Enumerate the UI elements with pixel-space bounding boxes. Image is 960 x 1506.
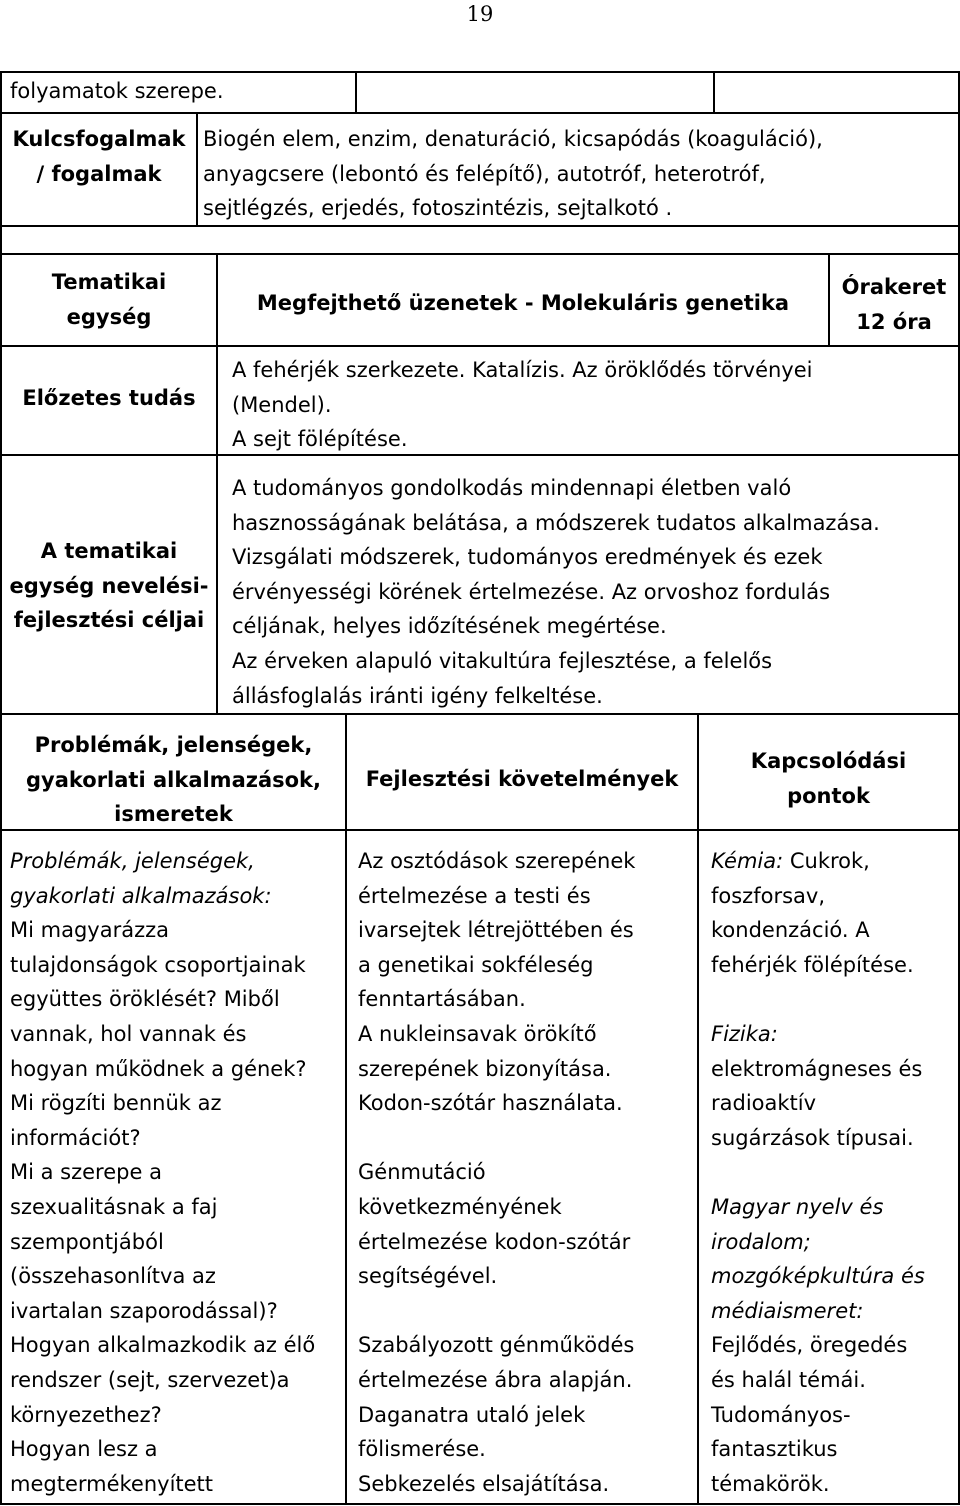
kulcsfogalmak-line: anyagcsere (lebontó és felépítő), autotróf, heterotróf, bbox=[203, 161, 766, 186]
col1-line: információt? bbox=[10, 1125, 141, 1150]
col1-line: környezethez? bbox=[10, 1402, 162, 1427]
row-divider bbox=[0, 1503, 960, 1505]
col2-line: Az osztódások szerepének bbox=[358, 849, 636, 873]
celok-line: Vizsgálati módszerek, tudományos eredmények és ezek bbox=[232, 545, 823, 570]
col2-spacer-line bbox=[358, 1294, 635, 1329]
elozetes-label: Előzetes tudás bbox=[22, 386, 196, 410]
col3-spacer bbox=[711, 982, 925, 1017]
col3-line: kondenzáció. A bbox=[711, 918, 870, 943]
celok-line: Az érveken alapuló vitakultúra fejlesztése, a felelős bbox=[232, 648, 773, 673]
col1-header-line: Problémák, jelenségek, bbox=[34, 733, 313, 757]
fizika-label: Fizika: bbox=[711, 1021, 778, 1046]
kulcsfogalmak-line: Biogén elem, enzim, denaturáció, kicsapódás (koaguláció), bbox=[203, 127, 823, 151]
col1-italic-line: gyakorlati alkalmazások: bbox=[10, 883, 272, 908]
magyar-label-line: médiaismeret: bbox=[711, 1298, 864, 1323]
col1-line: Mi magyarázza bbox=[10, 918, 169, 943]
col3-header-line: pontok bbox=[787, 783, 870, 808]
col2-line: fenntartásában. bbox=[358, 987, 526, 1012]
column-divider bbox=[713, 71, 715, 112]
row-divider bbox=[0, 713, 960, 715]
col1-line: vannak, hol vannak és bbox=[10, 1021, 247, 1046]
col1-line: megtermékenyített bbox=[10, 1471, 214, 1496]
col2-line: Szabályozott génműködés bbox=[358, 1333, 635, 1358]
magyar-label-line: irodalom; bbox=[711, 1229, 811, 1254]
col2-line: Sebkezelés elsajátítása. bbox=[358, 1471, 610, 1496]
col2-line: értelmezése ábra alapján. bbox=[358, 1367, 633, 1392]
elozetes-line: A fehérjék szerkezete. Katalízis. Az öröklődés törvényei bbox=[232, 358, 813, 382]
col1-italic-line: Problémák, jelenségek, bbox=[10, 849, 255, 873]
page-number: 19 bbox=[466, 2, 494, 26]
column-divider bbox=[345, 713, 347, 1505]
col1-content bbox=[10, 844, 315, 1501]
top-row-text: folyamatok szerepe. bbox=[10, 79, 224, 103]
celok-line: céljának, helyes időzítésének megértése. bbox=[232, 614, 667, 639]
col2-header: Fejlesztési követelmények bbox=[365, 767, 679, 791]
col2-line: fölismerése. bbox=[358, 1437, 486, 1462]
col3-content bbox=[711, 844, 925, 1501]
col2-line: A nukleinsavak örökítő bbox=[358, 1021, 597, 1046]
col2-line: Daganatra utaló jelek bbox=[358, 1402, 586, 1427]
col2-line: szerepének bizonyítása. bbox=[358, 1056, 612, 1081]
col2-line: ivarsejtek létrejöttében és bbox=[358, 918, 634, 943]
col1-line: Hogyan lesz a bbox=[10, 1437, 158, 1462]
row-divider bbox=[0, 71, 960, 73]
col1-line: szexualitásnak a faj bbox=[10, 1194, 218, 1219]
elozetes-line: A sejt fölépítése. bbox=[232, 427, 408, 452]
row-divider bbox=[0, 345, 960, 347]
col2-line: Kodon-szótár használata. bbox=[358, 1091, 623, 1116]
col2-line: értelmezése a testi és bbox=[358, 883, 591, 908]
col1-line: hogyan működnek a gének? bbox=[10, 1056, 307, 1081]
col1-header-line: gyakorlati alkalmazások, bbox=[25, 767, 321, 792]
tematikai-title: Megfejthető üzenetek - Molekuláris genetika bbox=[256, 291, 790, 315]
column-divider bbox=[216, 253, 218, 713]
celok-line: A tudományos gondolkodás mindennapi életben való bbox=[232, 476, 792, 500]
column-divider bbox=[355, 71, 357, 112]
orakeret bbox=[830, 270, 958, 339]
celok-label-line: A tematikai bbox=[40, 539, 178, 563]
celok-label-line: egység nevelési- bbox=[9, 573, 209, 598]
tematikai-label bbox=[2, 265, 216, 334]
kulcsfogalmak-line: sejtlégzés, erjedés, fotoszintézis, sejtalkotó . bbox=[203, 196, 673, 221]
tematikai-label-line: egység bbox=[66, 304, 152, 329]
magyar-label-line: mozgóképkultúra és bbox=[711, 1264, 925, 1289]
tematikai-label-line: Tematikai bbox=[51, 270, 167, 294]
col3-line: fehérjék fölépítése. bbox=[711, 952, 914, 977]
orakeret-label: Órakeret bbox=[841, 275, 947, 299]
col2-line: a genetikai sokféleség bbox=[358, 952, 594, 977]
col3-header-line: Kapcsolódási bbox=[750, 749, 907, 773]
col3-line: és halál témái. bbox=[711, 1367, 866, 1392]
col2-content bbox=[358, 844, 635, 1501]
celok-line: állásfoglalás iránti igény felkeltése. bbox=[232, 683, 603, 708]
magyar-label-line: Magyar nyelv és bbox=[711, 1194, 884, 1219]
orakeret-value: 12 óra bbox=[856, 309, 932, 334]
row-divider bbox=[0, 253, 960, 255]
col1-line: (összehasonlítva az bbox=[10, 1264, 216, 1289]
col1-header-line: ismeretek bbox=[114, 802, 233, 827]
col3-line: Tudományos- bbox=[711, 1402, 851, 1427]
kulcsfogalmak-label-line: / fogalmak bbox=[36, 161, 162, 186]
celok-line: érvényességi körének értelmezése. Az orvoshoz fordulás bbox=[232, 579, 831, 604]
celok-label-line: fejlesztési céljai bbox=[13, 608, 205, 633]
kulcsfogalmak-label bbox=[2, 122, 196, 191]
col3-line: sugárzások típusai. bbox=[711, 1125, 914, 1150]
kulcsfogalmak-text bbox=[203, 122, 823, 226]
col1-header bbox=[2, 728, 345, 832]
elozetes-line: (Mendel). bbox=[232, 392, 332, 417]
column-divider bbox=[196, 112, 198, 225]
col3-line: Cukrok, bbox=[783, 849, 870, 873]
col1-line: Mi a szerepe a bbox=[10, 1160, 162, 1185]
celok-label bbox=[2, 534, 216, 638]
row-divider bbox=[0, 112, 960, 114]
col2-line: következményének bbox=[358, 1194, 562, 1219]
col3-spacer bbox=[711, 1155, 925, 1190]
col3-header bbox=[699, 744, 958, 813]
celok-line: hasznosságának belátása, a módszerek tudatos alkalmazása. bbox=[232, 510, 880, 535]
col2-spacer-line bbox=[358, 1121, 635, 1156]
col3-line: témakörök. bbox=[711, 1471, 830, 1496]
col2-line: Génmutáció bbox=[358, 1160, 486, 1185]
col3-line: foszforsav, bbox=[711, 883, 825, 908]
kulcsfogalmak-label-line: Kulcsfogalmak bbox=[12, 127, 186, 151]
col2-line: segítségével. bbox=[358, 1264, 498, 1289]
col3-line: Fejlődés, öregedés bbox=[711, 1333, 908, 1358]
col2-line: értelmezése kodon-szótár bbox=[358, 1229, 631, 1254]
col3-line: elektromágneses és bbox=[711, 1056, 923, 1081]
col3-kemia-line bbox=[711, 844, 925, 879]
col1-line: tulajdonságok csoportjainak bbox=[10, 952, 306, 977]
col1-line: rendszer (sejt, szervezet)a bbox=[10, 1367, 290, 1392]
col1-line: szempontjából bbox=[10, 1229, 164, 1254]
col1-line: Hogyan alkalmazkodik az élő bbox=[10, 1333, 316, 1358]
celok-text bbox=[232, 471, 880, 713]
col3-line: radioaktív bbox=[711, 1091, 817, 1116]
col1-line: ivartalan szaporodással)? bbox=[10, 1298, 278, 1323]
column-divider bbox=[697, 713, 699, 1505]
col1-line: Mi rögzíti bennük az bbox=[10, 1091, 222, 1116]
col3-line: fantasztikus bbox=[711, 1437, 838, 1462]
col1-line: együttes öröklését? Miből bbox=[10, 987, 280, 1012]
elozetes-text bbox=[232, 353, 813, 457]
kemia-label: Kémia: bbox=[711, 849, 784, 873]
